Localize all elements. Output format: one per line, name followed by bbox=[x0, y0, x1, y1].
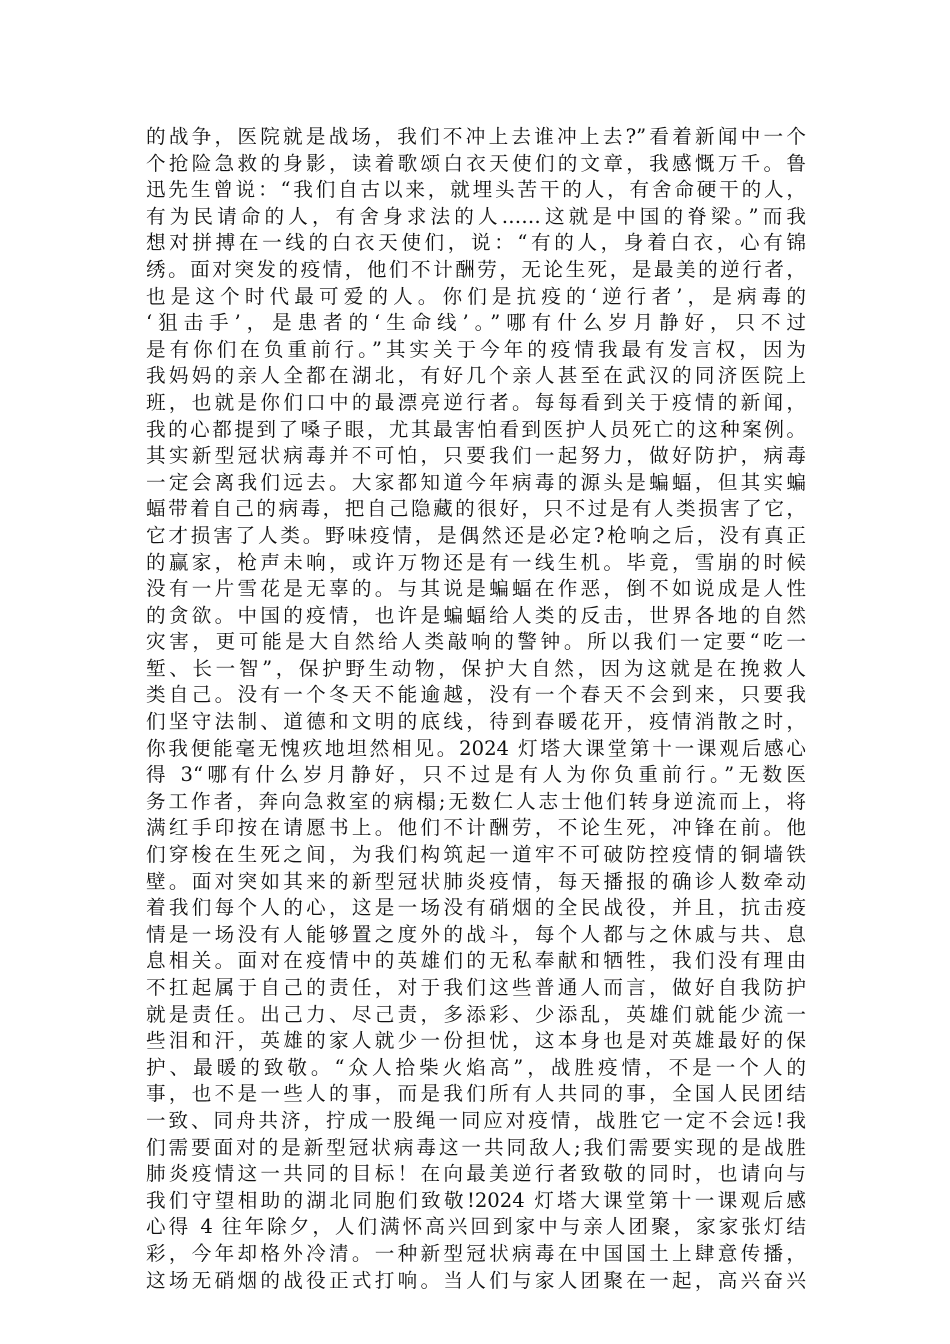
text-line: 彩，今年却格外冷清。一种新型冠状病毒在中国国土上肆意传播， bbox=[146, 1241, 806, 1265]
text-line: 些泪和汗，英雄的家人就少一份担忧，这本身也是对英雄最好的保 bbox=[146, 1029, 806, 1053]
text-line: 一致、同舟共济，拧成一股绳一同应对疫情，战胜它一定不会远!我 bbox=[146, 1108, 806, 1132]
text-line: 着我们每个人的心，这是一场没有硝烟的全民战役，并且，抗击疫 bbox=[146, 896, 806, 920]
text-line: 堑、长一智”，保护野生动物，保护大自然，因为这就是在挽救人 bbox=[146, 656, 806, 680]
text-line: 的战争，医院就是战场，我们不冲上去谁冲上去?”看着新闻中一个 bbox=[146, 125, 806, 148]
text-line: 班，也就是你们口中的最漂亮逆行者。每每看到关于疫情的新闻， bbox=[146, 390, 806, 414]
text-line: 绣。面对突发的疫情，他们不计酬劳，无论生死，是最美的逆行者， bbox=[146, 257, 806, 281]
text-line: 壁。面对突如其来的新型冠状肺炎疫情，每天播报的确诊人数牵动 bbox=[146, 869, 806, 893]
text-line: 你我便能毫无愧疚地坦然相见。2024 灯塔大课堂第十一课观后感心 bbox=[146, 736, 806, 760]
text-line: 不扛起属于自己的责任，对于我们这些普通人而言，做好自我防护 bbox=[146, 976, 806, 999]
text-line: 蝠带着自己的病毒，把自己隐藏的很好，只不过是有人类损害了它， bbox=[146, 497, 806, 521]
text-line: 有为民请命的人，有舍身求法的人……这就是中国的脊梁。”而我 bbox=[146, 204, 806, 228]
text-line: 它才损害了人类。野味疫情，是偶然还是必定?枪响之后，没有真正 bbox=[146, 523, 806, 547]
text-line: 没有一片雪花是无辜的。与其说是蝙蝠在作恶，倒不如说成是人性 bbox=[146, 577, 806, 601]
text-line: 我们守望相助的湖北同胞们致敬!2024 灯塔大课堂第十一课观后感 bbox=[146, 1188, 806, 1212]
text-line: 务工作者，奔向急救室的病榻;无数仁人志士他们转身逆流而上，将 bbox=[146, 789, 806, 813]
text-line: 心得 4 往年除夕，人们满怀高兴回到家中与亲人团聚，家家张灯结 bbox=[146, 1215, 806, 1239]
text-line: 这场无硝烟的战役正式打响。当人们与家人团聚在一起，高兴奋兴 bbox=[146, 1268, 806, 1292]
text-line: 我的心都提到了嗓子眼，尤其最害怕看到医护人员死亡的这种案例。 bbox=[146, 417, 806, 441]
body-text bbox=[146, 124, 806, 1294]
text-line: 也是这个时代最可爱的人。你们是抗疫的‘逆行者’，是病毒的 bbox=[146, 284, 806, 308]
text-line: 得 3“哪有什么岁月静好，只不过是有人为你负重前行。”无数医 bbox=[146, 763, 806, 787]
text-line: 的赢家，枪声未响，或许万物还是有一线生机。毕竟，雪崩的时候 bbox=[146, 550, 806, 574]
text-line: 息相关。面对在疫情中的英雄们的无私奉献和牺牲，我们没有理由 bbox=[146, 949, 806, 973]
text-line: 迅先生曾说：“我们自古以来，就埋头苦干的人，有舍命硬干的人， bbox=[146, 178, 806, 202]
text-line: 就是责任。出己力、尽己责，多添彩、少添乱，英雄们就能少流一 bbox=[146, 1002, 806, 1026]
text-line: 一定会离我们远去。大家都知道今年病毒的源头是蝙蝠，但其实蝙 bbox=[146, 470, 806, 494]
text-line: 们坚守法制、道德和文明的底线，待到春暖花开，疫情消散之时， bbox=[146, 710, 806, 734]
text-line: 我妈妈的亲人全都在湖北，有好几个亲人甚至在武汉的同济医院上 bbox=[146, 364, 806, 388]
text-line: 灾害，更可能是大自然给人类敲响的警钟。所以我们一定要“吃一 bbox=[146, 630, 806, 654]
text-line: ‘狙击手’，是患者的‘生命线’。”哪有什么岁月静好，只不过 bbox=[146, 311, 806, 335]
text-line: 满红手印按在请愿书上。他们不计酬劳，不论生死，冲锋在前。他 bbox=[146, 816, 806, 840]
text-line: 想对拼搏在一线的白衣天使们，说：“有的人，身着白衣，心有锦 bbox=[146, 231, 806, 255]
text-line: 类自己。没有一个冬天不能逾越，没有一个春天不会到来，只要我 bbox=[146, 683, 806, 707]
text-line: 护、最暖的致敬。“众人拾柴火焰高”，战胜疫情，不是一个人的 bbox=[146, 1055, 806, 1079]
text-line: 事，也不是一些人的事，而是我们所有人共同的事，全国人民团结 bbox=[146, 1082, 806, 1106]
text-line: 肺炎疫情这一共同的目标！在向最美逆行者致敬的同时，也请向与 bbox=[146, 1162, 806, 1186]
text-line: 们需要面对的是新型冠状病毒这一共同敌人;我们需要实现的是战胜 bbox=[146, 1135, 806, 1159]
text-line: 个抢险急救的身影，读着歌颂白衣天使们的文章，我感慨万千。鲁 bbox=[146, 151, 806, 175]
text-line: 情是一场没有人能够置之度外的战斗，每个人都与之休戚与共、息 bbox=[146, 922, 806, 946]
text-line: 是有你们在负重前行。”其实关于今年的疫情我最有发言权，因为 bbox=[146, 337, 806, 361]
text-line: 的贪欲。中国的疫情，也许是蝙蝠给人类的反击，世界各地的自然 bbox=[146, 603, 806, 627]
text-line: 其实新型冠状病毒并不可怕，只要我们一起努力，做好防护，病毒 bbox=[146, 444, 806, 468]
text-line: 们穿梭在生死之间，为我们构筑起一道牢不可破防控疫情的铜墙铁 bbox=[146, 843, 806, 867]
